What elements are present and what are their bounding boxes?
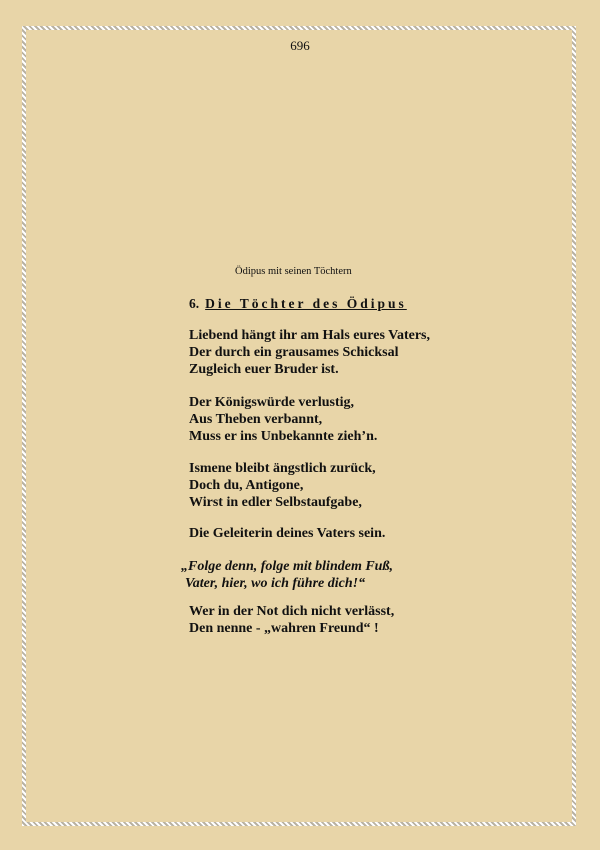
verse-line: Vater, hier, wo ich führe dich!“ xyxy=(185,576,366,591)
stanza-3 xyxy=(189,460,376,511)
stanza-2 xyxy=(189,394,377,445)
verse-line: Der Königswürde verlustig, xyxy=(189,395,355,410)
poem-number: 6. xyxy=(189,296,200,311)
verse-line: Zugleich euer Bruder ist. xyxy=(189,362,339,377)
verse-line: Aus Theben verbannt, xyxy=(189,412,323,427)
poem-title xyxy=(189,296,407,312)
verse-line: Der durch ein grausames Schicksal xyxy=(189,345,399,360)
verse-line: Wirst in edler Selbstaufgabe, xyxy=(189,495,362,510)
poem-title-text: Die Töchter des Ödipus xyxy=(205,296,407,311)
quoted-verse xyxy=(181,558,393,592)
image-caption: Ödipus mit seinen Töchtern xyxy=(235,266,352,277)
verse-line: Die Geleiterin deines Vaters sein. xyxy=(189,526,386,541)
closing-stanza xyxy=(189,603,394,637)
verse-line: Liebend hängt ihr am Hals eures Vaters, xyxy=(189,328,431,343)
page-number: 696 xyxy=(290,38,310,53)
stanza-1 xyxy=(189,327,430,378)
verse-line: Ismene bleibt ängstlich zurück, xyxy=(189,461,376,476)
verse-line: Doch du, Antigone, xyxy=(189,478,304,493)
verse-line: Den nenne - „wahren Freund“ ! xyxy=(189,621,379,636)
verse-line: Muss er ins Unbekannte zieh’n. xyxy=(189,429,378,444)
verse-line: Wer in der Not dich nicht verlässt, xyxy=(189,604,395,619)
stanza-4 xyxy=(189,525,385,542)
verse-line: „Folge denn, folge mit blindem Fuß, xyxy=(181,559,393,574)
